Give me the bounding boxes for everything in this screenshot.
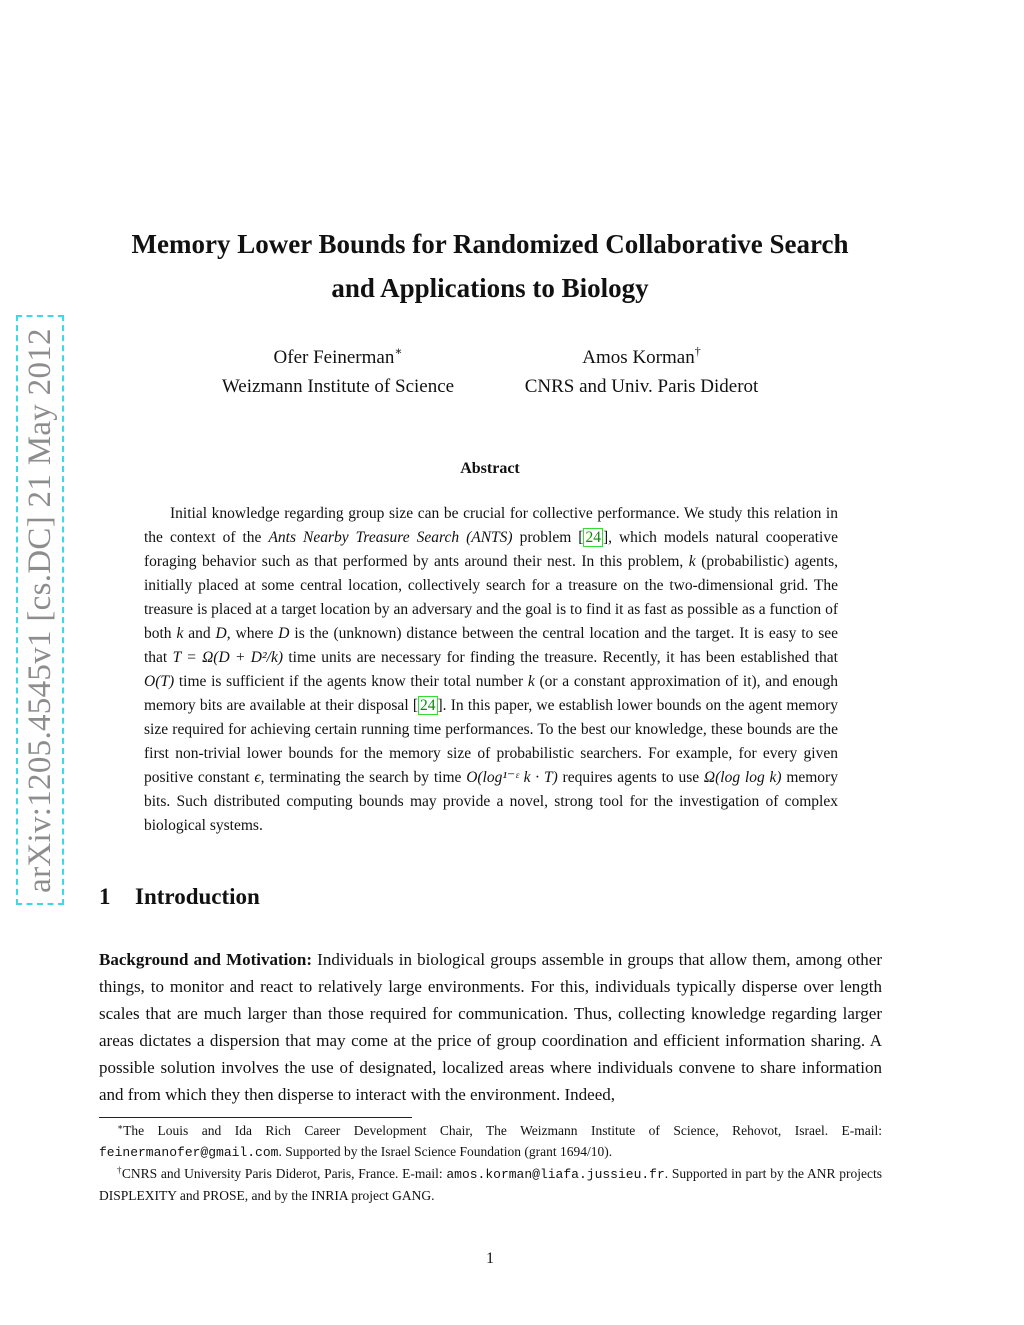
math-inline: k [527, 673, 535, 690]
author-affiliation: CNRS and Univ. Paris Diderot [524, 376, 759, 397]
section-number: 1 [99, 884, 111, 909]
abstract-text: time units are necessary for finding the treasure. Recently, it has been established that [282, 649, 838, 666]
problem-name: Ants Nearby Treasure Search (ANTS) [268, 529, 513, 546]
abstract-text: (probabilistic) agents, initially placed at some central location, collectively search for a treasure on the two-dimensional grid. The treasure is placed at a target location by an adversary and the goal is to find it as fast as possible as a function of both [144, 553, 838, 642]
abstract-text: ]. In this paper, we establish lower bounds on the agent memory size required for achieving certain running time performances. To the best our knowledge, these bounds are the first non-trivial lower bounds for the memory size of probabilistic searchers. For example, for every given positive constant [144, 697, 838, 786]
abstract-body [144, 502, 838, 838]
footnote-text: The Louis and Ida Rich Career Development Chair, The Weizmann Institute of Science, Rehovot, Israel. E-mail: [123, 1123, 882, 1138]
abstract-text: , terminating the search by time [260, 769, 467, 786]
author-block-2 [500, 343, 783, 401]
author-block-1 [198, 343, 478, 401]
section-heading [99, 884, 260, 910]
arxiv-stamp [16, 315, 64, 905]
abstract-heading: Abstract [460, 460, 520, 477]
intro-paragraph [99, 946, 882, 1108]
math-inline: D [278, 625, 290, 642]
footnote-rule [99, 1117, 412, 1118]
footnote-mark[interactable]: ∗ [394, 344, 403, 358]
paragraph-lead: Background and Motivation: [99, 950, 313, 969]
math-inline: k [176, 625, 184, 642]
footnote-text: CNRS and University Paris Diderot, Paris, France. E-mail: [121, 1166, 447, 1181]
abstract-text: ], which models natural cooperative foraging behavior such as that performed by ants around their nest. In this problem, [144, 529, 838, 570]
page-number: 1 [486, 1250, 494, 1267]
citation-link[interactable]: 24 [585, 529, 601, 546]
footnote-2 [99, 1163, 882, 1206]
paper-title [100, 222, 880, 310]
math-inline: O(T) [144, 673, 175, 690]
abstract-text: requires agents to use [557, 769, 704, 786]
title-line-2: and Applications to Biology [331, 273, 649, 303]
math-inline: O(log¹⁻ᵋ k · T) [466, 769, 558, 786]
title-line-1: Memory Lower Bounds for Randomized Collaborative Search [131, 229, 849, 259]
author-name: Ofer Feinerman [273, 347, 395, 368]
abstract-text: time is sufficient if the agents know their total number [174, 673, 528, 690]
math-inline: T = Ω(D + D²/k) [172, 649, 283, 666]
abstract-text: (or a constant approximation of it), and enough memory bits are available at their disposal [ [144, 673, 838, 714]
author-name: Amos Korman [582, 347, 695, 368]
math-inline: D [215, 625, 227, 642]
email-link[interactable]: feinermanofer@gmail.com [99, 1145, 279, 1160]
author-affiliation: Weizmann Institute of Science [221, 376, 455, 397]
math-inline: k [688, 553, 696, 570]
email-link[interactable]: amos.korman@liafa.jussieu.fr [446, 1167, 665, 1182]
footnote-text: . Supported by the Israel Science Foundation (grant 1694/10). [278, 1144, 613, 1159]
math-inline: ϵ [254, 769, 261, 786]
footnote-mark: † [117, 1165, 122, 1175]
section-title: Introduction [135, 884, 260, 909]
intro-text: Individuals in biological groups assemble in groups that allow them, among other things, to monitor and react to relatively large environments. For this, individuals typically disperse over length scales that are much larger than those required for communication. Thus, collecting knowledge regarding larger areas dictates a dispersion that may come at the price of group coordination and efficient information sharing. A possible solution involves the use of designated, localized areas where individuals convene to share information and from which they then disperse to interact with the environment. Indeed, [99, 950, 882, 1104]
arxiv-stamp-text: arXiv:1205.4545v1 [cs.DC] 21 May 2012 [21, 327, 58, 893]
abstract-text: , where [226, 625, 279, 642]
abstract-text: and [183, 625, 216, 642]
footnote-mark[interactable]: † [694, 344, 701, 358]
footnote-text: . Supported in part by the ANR projects DISPLEXITY and PROSE, and by the INRIA project GANG. [99, 1166, 882, 1203]
footnotes [99, 1120, 882, 1206]
footnote-mark: ∗ [117, 1122, 124, 1132]
footnote-1 [99, 1120, 882, 1163]
math-inline: Ω(log log k) [703, 769, 782, 786]
abstract-text: memory bits. Such distributed computing bounds may provide a novel, strong tool for the investigation of complex biological systems. [144, 769, 838, 834]
abstract-text: Initial knowledge regarding group size can be crucial for collective performance. We study this relation in the context of the [144, 505, 838, 546]
abstract-text: is the (unknown) distance between the central location and the target. It is easy to see that [144, 625, 839, 666]
citation-link[interactable]: 24 [420, 697, 436, 714]
abstract-text: problem [ [512, 529, 584, 546]
